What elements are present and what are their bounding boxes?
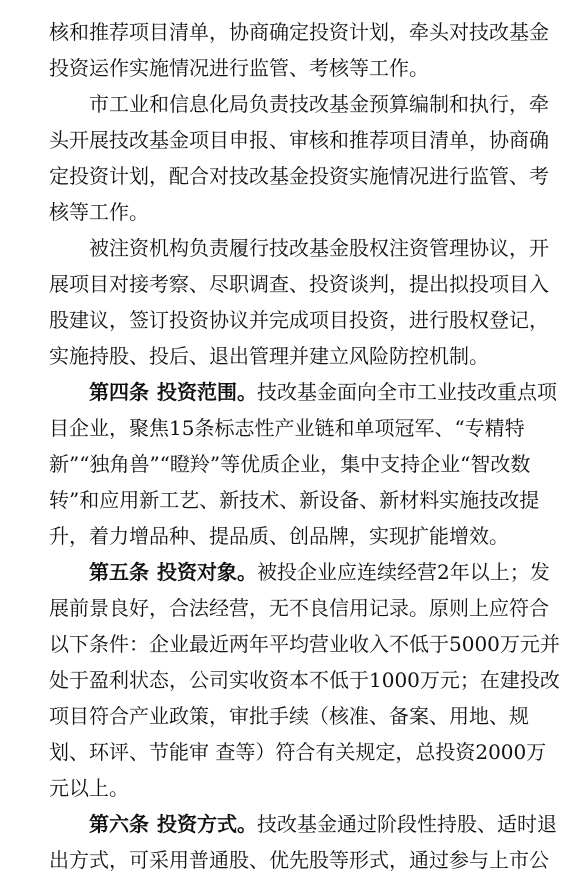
paragraph-industry-bureau (49, 86, 561, 230)
article-number: 第六条 (89, 812, 149, 836)
paragraph-text: 被注资机构负责履行技改基金股权注资管理协议，开展项目对接考察、尽职调查、投资谈判，提出拟投项目入股建议，签订投资协议并完成项目投资，进行股权登记，实施持股、投后、退出管理并建立风险防控机制。 (49, 236, 549, 368)
article-4 (49, 374, 561, 554)
article-body: 被投企业应连续经营2年以上；发展前景良好，合法经营，无不良信用记录。原则上应符合以下条件：企业最近两年平均营业收入不低于5000万元并处于盈利状态，公司实收资本不低于1000万元；在建投改项目符合产业政策，审批手续（核准、备案、用地、规划、环评、节能审 查等）符合有关规定，总投资2000万元以上。 (49, 560, 560, 800)
article-title: 投资对象。 (157, 560, 257, 584)
paragraph-continuation (49, 14, 561, 86)
paragraph-text: 核和推荐项目清单，协商确定投资计划，牵头对技改基金投资运作实施情况进行监管、考核等工作。 (49, 20, 549, 80)
article-number: 第五条 (89, 560, 149, 584)
article-6 (49, 806, 561, 878)
article-number: 第四条 (89, 380, 149, 404)
paragraph-funded-institution (49, 230, 561, 374)
article-title: 投资范围。 (157, 380, 257, 404)
paragraph-text: 市工业和信息化局负责技改基金预算编制和执行，牵头开展技改基金项目申报、审核和推荐项目清单，协商确定投资计划，配合对技改基金投资实施情况进行监管、考核等工作。 (49, 92, 549, 224)
article-title: 投资方式。 (157, 812, 257, 836)
top-margin (49, 0, 561, 14)
article-5 (49, 554, 561, 806)
article-body: 技改基金面向全市工业技改重点项目企业，聚焦15条标志性产业链和单项冠军、“专精特新”“独角兽”“瞪羚”等优质企业，集中支持企业“智改数转”和应用新工艺、新技术、新设备、新材料实施技改提升，着力增品种、提品质、创品牌，实现扩能增效。 (49, 380, 557, 548)
article-body: 技改基金通过阶段性持股、适时退出方式，可采用普通股、优先股等形式，通过参与上市公 (49, 812, 557, 872)
